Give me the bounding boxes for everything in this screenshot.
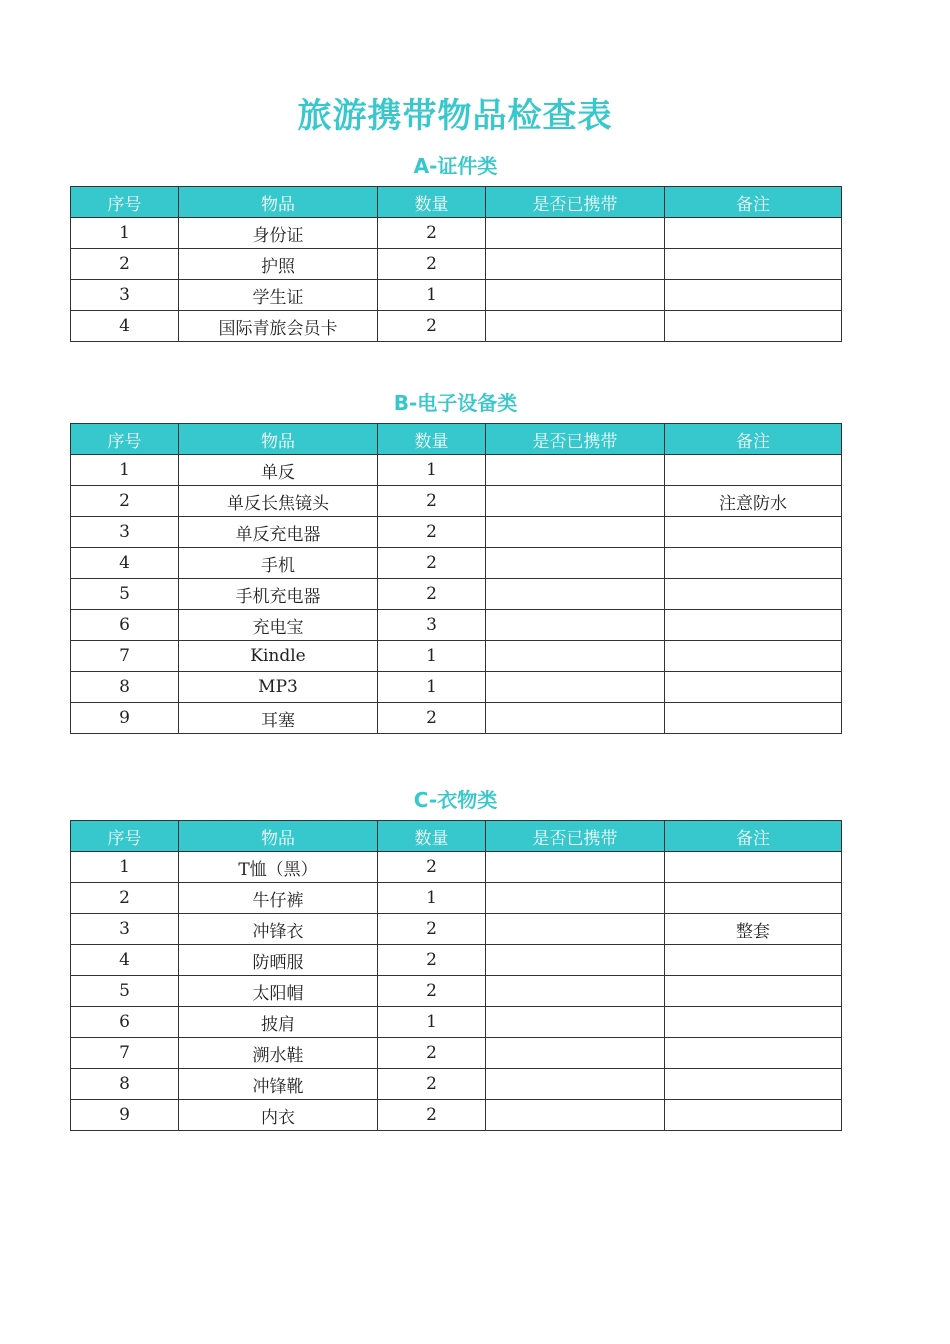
cell-carried[interactable] — [486, 455, 665, 486]
cell-quantity: 1 — [378, 672, 486, 703]
cell-carried[interactable] — [486, 852, 665, 883]
cell-carried[interactable] — [486, 610, 665, 641]
cell-quantity: 1 — [378, 280, 486, 311]
cell-item: 太阳帽 — [179, 976, 378, 1007]
cell-carried[interactable] — [486, 1007, 665, 1038]
cell-note — [665, 455, 842, 486]
cell-item: 防晒服 — [179, 945, 378, 976]
cell-item: Kindle — [179, 641, 378, 672]
table-row — [71, 579, 842, 610]
table-row — [71, 610, 842, 641]
table-row — [71, 703, 842, 734]
cell-item: 单反 — [179, 455, 378, 486]
cell-index: 8 — [71, 1069, 179, 1100]
cell-index: 3 — [71, 280, 179, 311]
section-title-b: B-电子设备类 — [393, 391, 518, 415]
cell-note — [665, 945, 842, 976]
cell-note: 注意防水 — [665, 486, 842, 517]
header-quantity: 数量 — [378, 187, 486, 218]
cell-item: 国际青旅会员卡 — [179, 311, 378, 342]
cell-note — [665, 1038, 842, 1069]
header-quantity: 数量 — [378, 424, 486, 455]
cell-index: 6 — [71, 1007, 179, 1038]
cell-item: 耳塞 — [179, 703, 378, 734]
cell-quantity: 2 — [378, 311, 486, 342]
cell-carried[interactable] — [486, 1100, 665, 1131]
cell-note — [665, 1069, 842, 1100]
cell-index: 2 — [71, 486, 179, 517]
cell-carried[interactable] — [486, 218, 665, 249]
cell-note — [665, 249, 842, 280]
cell-note — [665, 883, 842, 914]
cell-item: 冲锋衣 — [179, 914, 378, 945]
table-row — [71, 455, 842, 486]
cell-note — [665, 641, 842, 672]
checklist-table-a — [70, 186, 842, 342]
table-row — [71, 883, 842, 914]
table-header-row — [71, 187, 842, 218]
table-row — [71, 672, 842, 703]
cell-carried[interactable] — [486, 249, 665, 280]
cell-carried[interactable] — [486, 548, 665, 579]
cell-item: 单反长焦镜头 — [179, 486, 378, 517]
cell-quantity: 2 — [378, 852, 486, 883]
cell-carried[interactable] — [486, 579, 665, 610]
table-row — [71, 1007, 842, 1038]
header-item: 物品 — [179, 187, 378, 218]
checklist-table-b — [70, 423, 842, 734]
cell-index: 7 — [71, 641, 179, 672]
header-quantity: 数量 — [378, 821, 486, 852]
cell-carried[interactable] — [486, 976, 665, 1007]
cell-item: 披肩 — [179, 1007, 378, 1038]
table-row — [71, 914, 842, 945]
cell-quantity: 2 — [378, 1100, 486, 1131]
cell-carried[interactable] — [486, 883, 665, 914]
cell-carried[interactable] — [486, 703, 665, 734]
cell-item: 护照 — [179, 249, 378, 280]
table-row — [71, 1069, 842, 1100]
table-row — [71, 1100, 842, 1131]
cell-note — [665, 280, 842, 311]
cell-quantity: 2 — [378, 1038, 486, 1069]
header-index: 序号 — [71, 821, 179, 852]
cell-item: 内衣 — [179, 1100, 378, 1131]
page-title: 旅游携带物品检查表 — [297, 96, 613, 136]
cell-index: 4 — [71, 311, 179, 342]
cell-index: 8 — [71, 672, 179, 703]
cell-index: 4 — [71, 945, 179, 976]
cell-quantity: 2 — [378, 486, 486, 517]
cell-note — [665, 1007, 842, 1038]
cell-quantity: 2 — [378, 579, 486, 610]
cell-note — [665, 517, 842, 548]
cell-index: 3 — [71, 517, 179, 548]
cell-note — [665, 1100, 842, 1131]
cell-item: 充电宝 — [179, 610, 378, 641]
cell-item: 牛仔裤 — [179, 883, 378, 914]
cell-note — [665, 218, 842, 249]
cell-quantity: 1 — [378, 883, 486, 914]
table-row — [71, 311, 842, 342]
table-row — [71, 486, 842, 517]
header-carried: 是否已携带 — [486, 424, 665, 455]
cell-carried[interactable] — [486, 311, 665, 342]
cell-note — [665, 703, 842, 734]
cell-index: 5 — [71, 579, 179, 610]
cell-index: 2 — [71, 883, 179, 914]
table-row — [71, 641, 842, 672]
cell-note — [665, 672, 842, 703]
cell-quantity: 2 — [378, 218, 486, 249]
section-title-a: A-证件类 — [413, 154, 498, 178]
table-row — [71, 517, 842, 548]
cell-note — [665, 311, 842, 342]
table-row — [71, 976, 842, 1007]
cell-quantity: 1 — [378, 455, 486, 486]
cell-item: 手机 — [179, 548, 378, 579]
cell-carried[interactable] — [486, 1069, 665, 1100]
header-note: 备注 — [665, 424, 842, 455]
cell-carried[interactable] — [486, 672, 665, 703]
cell-quantity: 2 — [378, 703, 486, 734]
cell-note — [665, 976, 842, 1007]
cell-quantity: 1 — [378, 641, 486, 672]
cell-index: 1 — [71, 852, 179, 883]
cell-item: 单反充电器 — [179, 517, 378, 548]
cell-index: 7 — [71, 1038, 179, 1069]
cell-index: 6 — [71, 610, 179, 641]
cell-quantity: 2 — [378, 548, 486, 579]
cell-carried[interactable] — [486, 641, 665, 672]
header-note: 备注 — [665, 187, 842, 218]
cell-index: 9 — [71, 703, 179, 734]
table-row — [71, 548, 842, 579]
cell-carried[interactable] — [486, 914, 665, 945]
header-item: 物品 — [179, 821, 378, 852]
cell-item: 冲锋靴 — [179, 1069, 378, 1100]
table-row — [71, 1038, 842, 1069]
cell-index: 1 — [71, 455, 179, 486]
header-index: 序号 — [71, 187, 179, 218]
cell-index: 4 — [71, 548, 179, 579]
cell-quantity: 2 — [378, 914, 486, 945]
cell-index: 2 — [71, 249, 179, 280]
cell-index: 1 — [71, 218, 179, 249]
checklist-table-c — [70, 820, 842, 1131]
cell-note — [665, 610, 842, 641]
cell-index: 3 — [71, 914, 179, 945]
table-row — [71, 218, 842, 249]
cell-note — [665, 548, 842, 579]
cell-quantity: 2 — [378, 1069, 486, 1100]
cell-note — [665, 579, 842, 610]
header-carried: 是否已携带 — [486, 821, 665, 852]
cell-index: 5 — [71, 976, 179, 1007]
header-index: 序号 — [71, 424, 179, 455]
cell-carried[interactable] — [486, 280, 665, 311]
cell-quantity: 1 — [378, 1007, 486, 1038]
cell-quantity: 2 — [378, 945, 486, 976]
cell-carried[interactable] — [486, 945, 665, 976]
table-row — [71, 852, 842, 883]
header-item: 物品 — [179, 424, 378, 455]
cell-carried[interactable] — [486, 517, 665, 548]
cell-item: 身份证 — [179, 218, 378, 249]
table-row — [71, 249, 842, 280]
cell-item: MP3 — [179, 672, 378, 703]
table-header-row — [71, 821, 842, 852]
cell-quantity: 3 — [378, 610, 486, 641]
cell-quantity: 2 — [378, 976, 486, 1007]
cell-carried[interactable] — [486, 486, 665, 517]
cell-note — [665, 852, 842, 883]
cell-quantity: 2 — [378, 249, 486, 280]
table-row — [71, 945, 842, 976]
header-carried: 是否已携带 — [486, 187, 665, 218]
cell-quantity: 2 — [378, 517, 486, 548]
cell-carried[interactable] — [486, 1038, 665, 1069]
cell-item: 手机充电器 — [179, 579, 378, 610]
cell-item: 学生证 — [179, 280, 378, 311]
cell-item: T恤（黑） — [179, 852, 378, 883]
cell-note: 整套 — [665, 914, 842, 945]
cell-item: 溯水鞋 — [179, 1038, 378, 1069]
table-row — [71, 280, 842, 311]
table-header-row — [71, 424, 842, 455]
cell-index: 9 — [71, 1100, 179, 1131]
section-title-c: C-衣物类 — [413, 788, 498, 812]
header-note: 备注 — [665, 821, 842, 852]
